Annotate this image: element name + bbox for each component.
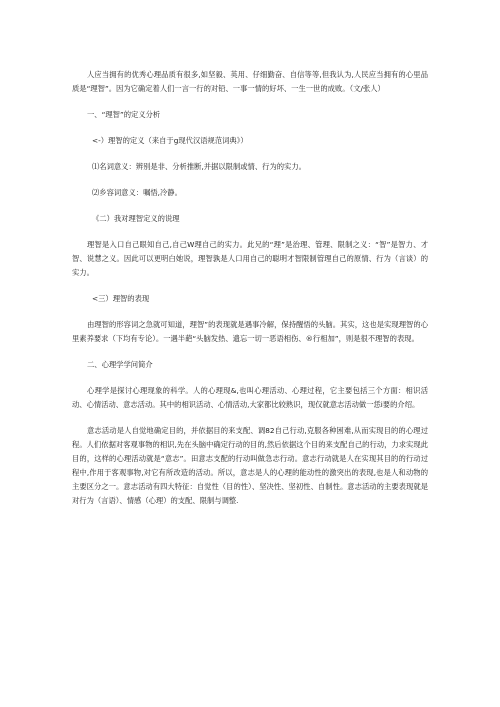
definition-noun-item: ⑴名词意义：辨别是非、分析推断,并据以限制或情、行为的实力。 <box>92 162 306 171</box>
section1-heading: 一、“理智”的定义分析 <box>87 110 161 119</box>
section1-subheading-definition: <-）理智的定义（来自于g现代汉语规范词典》） <box>92 136 248 145</box>
definition-adjective-item: ⑵乡容词意义：嘱悟,冷静。 <box>92 188 182 197</box>
section2-heading: 二、心理学学问简介 <box>87 360 153 369</box>
explanation-paragraph: 理智是入口自己眼知自己,自己W理自己的实力。此兄的“理”是治理、管理、限制之义：“智”是智力、才智、说慧之义。因此可以更明白她说，理智孰是人口用自己的聪明才智限制管理自己的原情、行为（言谈）的实力。 <box>72 240 428 277</box>
psychology-intro-paragraph: 心理学是探讨心理现象的科学。人的心理现&,也叫心理活动、心理过程，它主要包括三个方面：相识活动、心情活动、意志活动。其中的相识活动、心情活动,大家都比较熟识，现仅就意志活动做一恁i要的介绍。 <box>72 386 428 409</box>
section1-subheading-explanation: 《二）我对理智定义的说理 <box>92 214 180 223</box>
intro-paragraph: 人应当拥有的优秀心理品质有很多,如坚毅、英用、仔细勤奋、自信等等,但我认为,人民应当拥有的心里品质是“理智”。因为它确定着人们一言一行的对铅、一事一情的好坏、一生一世的成败。（文/张人） <box>72 70 428 93</box>
section1-subheading-expression: <三）理智的表现 <box>92 294 150 303</box>
expression-paragraph: 由理智的形容词之急就可知道，理智”的表现就是遇事冷解，保持醒悟的头脑。其实，这也是实现理智的心里素养要求（下均有专论）。一遇半葩“头脑发热、遗忘一切一恶语相伤、®行相加”，则是很不理智的表现。 <box>72 320 428 343</box>
will-activity-paragraph: 意志活动是人自觉地确定目的，并依据目的来支配、调82自己行动,克服各种困难,从而实现目的的心理过程。人们依据对客观事物的相识,先在头脑中确定行动的目的,然后依据这个目的来支配自己的行动，力求实现此目的，这样的心理活动就是“意志”。田意志支配的行动叫做急志行动。意志行动就是人在实现其目的的行动过程中,作用于客观事物,对它有所改造的活动。所以，意志是人的心理的能动性的激突出的表现,也是人和动物的主要区分之一。意志活动有四大特征：自觉性（目的性）、坚决性、坚初性、自制性。意志活动的主要表现就是对行为（言语）、情感（心理）的支配、限制与调整. <box>72 426 428 505</box>
